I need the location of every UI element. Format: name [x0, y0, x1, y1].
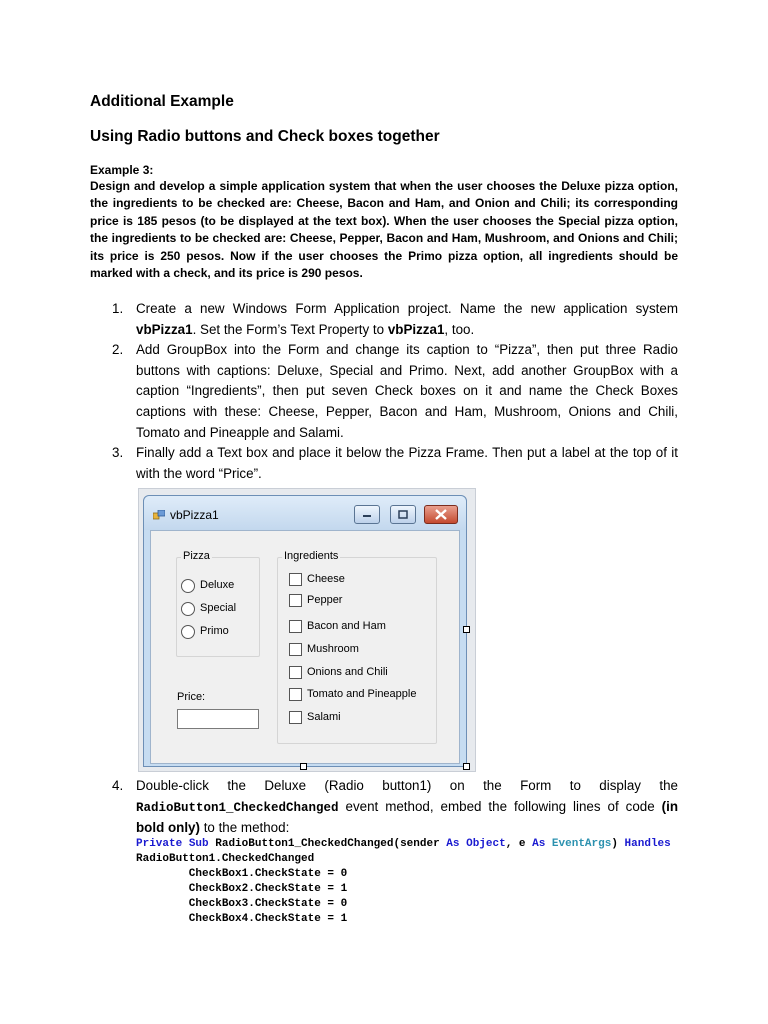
step-code-bold: RadioButton1_CheckedChanged	[136, 800, 339, 815]
checkbox-bacon-and-ham[interactable]	[289, 620, 302, 633]
pizza-group-label: Pizza	[183, 550, 210, 562]
code-line-3: CheckBox1.CheckState = 0	[136, 868, 348, 880]
maximize-button[interactable]	[390, 505, 416, 524]
minimize-icon	[355, 506, 379, 523]
app-form-icon	[153, 510, 165, 520]
checkbox-tomato-and-pineapple-label: Tomato and Pineapple	[307, 688, 417, 700]
step-number: 4.	[112, 778, 124, 793]
radio-special-label: Special	[200, 602, 237, 614]
checkbox-bacon-and-ham-label: Bacon and Ham	[307, 620, 386, 632]
code-line-1	[136, 837, 671, 852]
step-text: to the method:	[199, 820, 290, 836]
ingredients-group-label: Ingredients	[284, 550, 339, 562]
minimize-button[interactable]	[354, 505, 380, 524]
radio-special[interactable]	[181, 602, 195, 616]
step-3	[90, 443, 678, 484]
checkbox-mushroom-label: Mushroom	[307, 643, 359, 655]
price-textbox[interactable]	[177, 709, 259, 729]
step-bold-text: vbPizza1	[387, 321, 445, 337]
radio-deluxe[interactable]	[181, 579, 195, 593]
code-line-5: CheckBox3.CheckState = 0	[136, 898, 348, 910]
checkbox-pepper[interactable]	[289, 594, 302, 607]
code-text: , e	[505, 838, 533, 850]
steps-list	[90, 299, 678, 484]
example-description: Design and develop a simple application system that when the user chooses the Deluxe pizza option, the ingredients to be checked are: Cheese, Bacon and Ham, and Onion and Chili; its corresponding price is 185 pesos (to be displayed at the text box). When the user chooses the Special pizza option, the ingredients to be checked are: Cheese, Pepper, Bacon and Ham, Mushroom, and Onions and Chili; its price is 250 pesos. Now if the user chooses the Primo pizza option, all ingredients should be marked with a check, and its price is 290 pesos.	[90, 179, 678, 281]
code-text: )	[611, 838, 625, 850]
vbpizza1-window	[143, 495, 467, 767]
code-keyword: Object	[466, 838, 506, 850]
code-keyword: Private	[136, 838, 183, 850]
code-line-2: RadioButton1.CheckedChanged	[136, 853, 315, 865]
code-keyword: Handles	[624, 838, 671, 850]
code-text: RadioButton1_CheckedChanged(sender	[208, 838, 447, 850]
resize-handle-right[interactable]	[463, 626, 470, 633]
radio-primo-label: Primo	[200, 625, 229, 637]
step-text: , too.	[444, 321, 475, 337]
close-button[interactable]	[424, 505, 458, 524]
code-keyword: Sub	[188, 838, 209, 850]
step-4	[90, 776, 678, 839]
step-number: 1.	[112, 301, 124, 316]
maximize-icon	[391, 506, 415, 523]
heading-additional-example: Additional Example	[90, 93, 234, 110]
price-label: Price:	[177, 691, 206, 703]
steps-list-continued	[90, 776, 678, 839]
step-2	[90, 340, 678, 443]
step-bold-text: (in bold only)	[136, 798, 678, 836]
checkbox-tomato-and-pineapple[interactable]	[289, 688, 302, 701]
step-bold-text: vbPizza1	[136, 321, 193, 337]
heading-radio-check: Using Radio buttons and Check boxes together	[90, 128, 440, 145]
step-text: Finally add a Text box and place it below the Pizza Frame. Then put a label at the top of it with the word “Price”.	[136, 445, 678, 481]
resize-handle-bottom[interactable]	[300, 763, 307, 770]
step-text: Create a new Windows Form Application project. Name the new application system	[136, 301, 678, 316]
checkbox-salami-label: Salami	[307, 711, 341, 723]
step-number: 2.	[112, 342, 124, 358]
step-number: 3.	[112, 445, 124, 461]
step-text: Double-click the Deluxe (Radio button1) on the Form to display the	[136, 778, 678, 793]
checkbox-cheese-label: Cheese	[307, 573, 345, 585]
checkbox-onions-and-chili-label: Onions and Chili	[307, 666, 388, 678]
radio-primo[interactable]	[181, 625, 195, 639]
resize-handle-corner[interactable]	[463, 763, 470, 770]
code-line-6: CheckBox4.CheckState = 1	[136, 913, 348, 925]
step-text: . Set the Form’s Text Property to	[192, 321, 388, 337]
checkbox-pepper-label: Pepper	[307, 594, 343, 606]
step-text: event method, embed the following lines of code	[338, 798, 662, 814]
checkbox-onions-and-chili[interactable]	[289, 666, 302, 679]
code-keyword: As	[446, 838, 460, 850]
radio-deluxe-label: Deluxe	[200, 579, 235, 591]
step-1	[90, 299, 678, 340]
example-label: Example 3:	[90, 163, 154, 177]
window-title: vbPizza1	[170, 508, 219, 522]
code-line-4: CheckBox2.CheckState = 1	[136, 883, 348, 895]
code-keyword: As	[532, 838, 546, 850]
step-text: Add GroupBox into the Form and change its caption to “Pizza”, then put three Radio buttons with captions: Deluxe, Special and Primo. Next, add another GroupBox with a caption “Ingredients”, then put seven Check boxes on it and name the Check Boxes captions with these: Cheese, Pepper, Bacon and Ham, Mushroom, Onions and Chili, Tomato and Pineapple and Salami.	[136, 342, 678, 440]
checkbox-salami[interactable]	[289, 711, 302, 724]
close-icon	[425, 506, 457, 523]
code-class: EventArgs	[551, 838, 612, 850]
checkbox-cheese[interactable]	[289, 573, 302, 586]
checkbox-mushroom[interactable]	[289, 643, 302, 656]
form-client-area	[150, 530, 460, 764]
